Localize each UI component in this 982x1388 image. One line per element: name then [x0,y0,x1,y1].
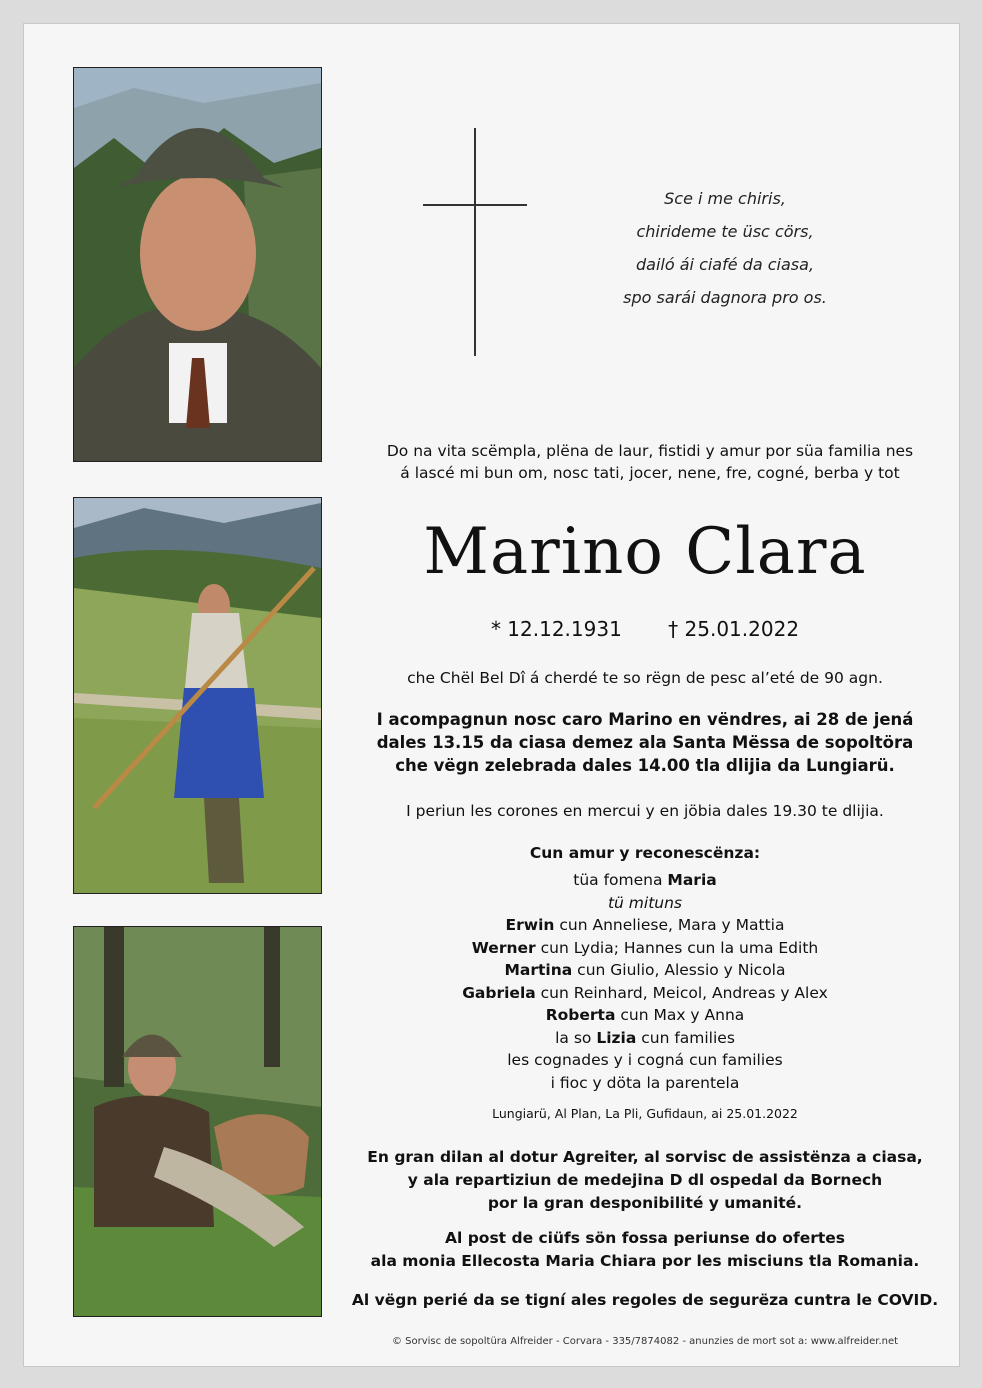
mourner-line: Martina cun Giulio, Alessio y Nicola [504,961,786,979]
poem-line: spo sarái dagnora pro os. [623,288,827,307]
rosary-info: I periun les corones en mercui y en jöbia dales 19.30 te dlijia. [406,802,884,820]
mourner-line: la so Lizia cun families [555,1028,735,1047]
funeral-line: I acompagnun nosc caro Marino en vëndres, ai 28 de jená [376,710,914,729]
deceased-name: Marino Clara [423,515,867,589]
mourner-line: Erwin cun Anneliese, Mara y Mattia [505,916,785,934]
donation-line: ala monia Ellecosta Maria Chiara por les misciuns tla Romania. [370,1252,920,1270]
funeral-line: dales 13.15 da ciasa demez ala Santa Mëssa de sopoltöra [376,733,914,752]
mourner-line: Werner cun Lydia; Hannes cun la uma Edith [471,938,819,957]
mourner-line: Gabriela cun Reinhard, Meicol, Andreas y Alex [462,983,828,1002]
poem [560,182,890,314]
hunter-photo [73,926,322,1317]
death-text: che Chël Bel Dî á cherdé te so rëgn de pesc al’eté de 90 agn. [407,669,883,687]
life-dates [350,617,940,641]
thanks-line: En gran dilan al dotur Agreiter, al sorvisc de assistënza a ciasa, [367,1148,923,1166]
birth-date: * 12.12.1931 [490,617,622,641]
funeral-info [340,708,950,777]
intro-line: Do na vita scëmpla, plëna de laur, fistidi y amur por süa familia nes [386,442,914,460]
mourner-line: i fioc y döta la parentela [550,1073,740,1092]
intro-line: á lascé mi bun om, nosc tati, jocer, nene, fre, cogné, berba y tot [400,464,900,482]
death-date: † 25.01.2022 [668,617,800,641]
footer-credit: © Sorvisc de sopoltüra Alfreider - Corvara - 335/7874082 - anunzies de mort sot a: www.alfreider.net [391,1336,899,1347]
funeral-line: che vëgn zelebrada dales 14.00 tla dlijia da Lungiarü. [395,756,895,775]
rake-photo [73,497,322,894]
mourner-line: les cognades y i cogná cun families [507,1051,783,1069]
mourners-list [340,869,950,1094]
poem-line: Sce i me chiris, [664,189,786,208]
poem-line: chirideme te üsc cörs, [636,222,814,241]
poem-line: dailó ái ciafé da ciasa, [636,255,814,274]
mourners-heading: Cun amur y reconescënza: [529,844,761,862]
thanks-text [340,1146,950,1215]
thanks-line: y ala repartiziun de medejina D dl ospedal da Bornech [407,1171,883,1189]
mourner-line: tü mituns [607,893,683,912]
intro-text [350,440,950,484]
donation-text [340,1227,950,1273]
cross-vertical [474,128,476,356]
covid-notice: Al vëgn perié da se tigní ales regoles de segurëza cuntra le COVID. [351,1291,939,1309]
thanks-line: por la gran desponibilité y umanité. [487,1194,803,1212]
place-date: Lungiarü, Al Plan, La Pli, Gufidaun, ai 25.01.2022 [492,1106,798,1121]
cross-horizontal [423,204,527,206]
mourner-line: tüa fomena Maria [573,871,717,889]
portrait-photo [73,67,322,462]
mourner-line: Roberta cun Max y Anna [545,1006,745,1024]
donation-line: Al post de ciüfs sön fossa periunse do ofertes [445,1229,845,1247]
